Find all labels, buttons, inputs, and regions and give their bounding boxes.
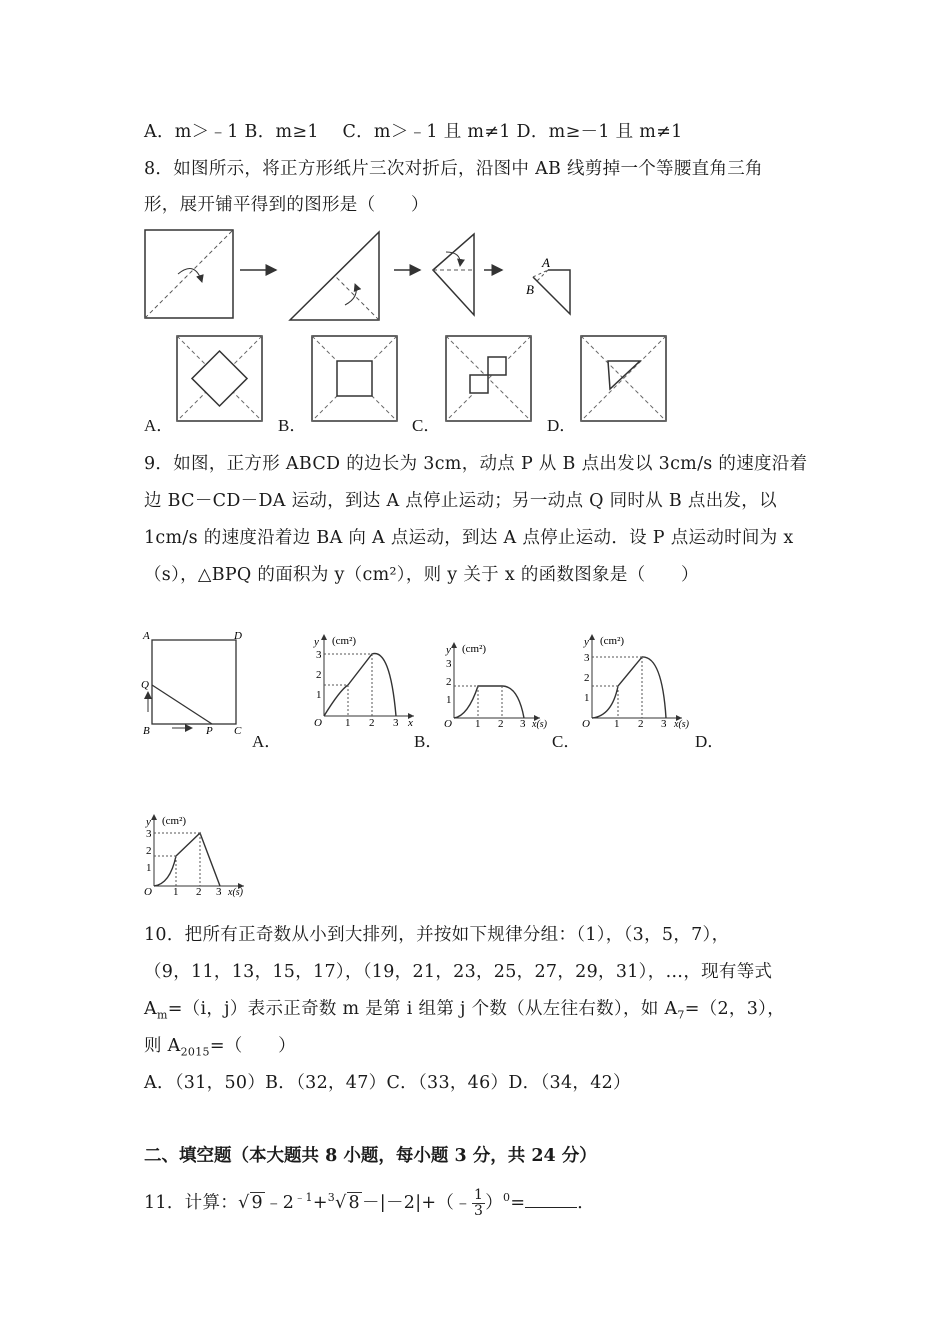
svg-text:Q: Q bbox=[141, 679, 149, 691]
q9-graph-c bbox=[578, 628, 698, 733]
svg-text:3: 3 bbox=[661, 718, 667, 730]
section-heading: 二、填空题（本大题共 8 小题，每小题 3 分，共 24 分） bbox=[144, 1146, 597, 1166]
svg-text:B: B bbox=[143, 725, 150, 737]
svg-text:(cm²): (cm²) bbox=[162, 815, 187, 827]
q9-text-line4: （s），△BPQ 的面积为 y（cm²），则 y 关于 x 的函数图象是（ ） bbox=[144, 565, 699, 585]
svg-text:2: 2 bbox=[196, 886, 202, 898]
label-b: B bbox=[526, 282, 534, 297]
q8-step2-triangle bbox=[290, 232, 379, 320]
q9-text-line3: 1cm/s 的速度沿着边 BA 向 A 点运动，到达 A 点停止运动．设 P 点运动时间为 x bbox=[144, 528, 794, 548]
q10-text-line3: $A_m=(i$，j）表示正奇数 m 是第 i 组第 j 个数（从左往右数），如 $A_7=(2$，3）， bbox=[144, 999, 786, 1022]
label-a: A bbox=[542, 255, 550, 270]
q11-text: 11．计算：√ 9 $﹣2^{﹣1}+^3√$ 8 －|－2|+（﹣ $\frac{1}{3}$ ）$^0$= ． bbox=[144, 1187, 596, 1219]
q9-text-line1: 9．如图，正方形 ABCD 的边长为 3cm，动点 P 从 B 点出发以 3cm/s 的速度沿着 bbox=[144, 454, 808, 474]
svg-text:O: O bbox=[444, 718, 452, 730]
svg-text:y: y bbox=[146, 816, 151, 828]
q9-square-figure bbox=[140, 628, 252, 738]
q8-step1-square bbox=[145, 230, 233, 318]
svg-text:2: 2 bbox=[146, 845, 152, 857]
svg-text:y: y bbox=[314, 636, 319, 648]
svg-text:A: A bbox=[143, 630, 150, 642]
q9-graph-b bbox=[440, 636, 560, 731]
svg-text:1: 1 bbox=[446, 694, 452, 706]
svg-text:x: x bbox=[408, 717, 413, 729]
svg-text:1: 1 bbox=[146, 862, 152, 874]
q9-graph-a bbox=[310, 628, 420, 733]
q9-text-line2: 边 BC－CD－DA 运动，到达 A 点停止运动；另一动点 Q 同时从 B 点出发，以 bbox=[144, 491, 777, 511]
q8-option-c-label: C． bbox=[412, 416, 441, 435]
svg-text:2: 2 bbox=[369, 717, 375, 729]
svg-text:1: 1 bbox=[173, 886, 179, 898]
svg-text:3: 3 bbox=[584, 652, 590, 664]
q9-option-c-label: C． bbox=[552, 732, 581, 751]
svg-text:1: 1 bbox=[614, 718, 620, 730]
q8-option-a-figure bbox=[177, 336, 262, 421]
svg-text:x(s): x(s) bbox=[532, 719, 547, 730]
svg-text:3: 3 bbox=[316, 649, 322, 661]
svg-text:2: 2 bbox=[584, 672, 590, 684]
q8-step4-cut bbox=[526, 255, 570, 314]
q8-option-a-label: A． bbox=[144, 416, 174, 435]
answer-blank[interactable] bbox=[525, 1193, 577, 1208]
svg-text:(cm²): (cm²) bbox=[332, 635, 357, 647]
svg-text:(cm²): (cm²) bbox=[600, 635, 625, 647]
q8-option-b-figure bbox=[312, 336, 397, 421]
q8-text-line1: 8．如图所示，将正方形纸片三次对折后，沿图中 AB 线剪掉一个等腰直角三角 bbox=[144, 159, 763, 179]
svg-text:(cm²): (cm²) bbox=[462, 643, 487, 655]
svg-text:y: y bbox=[584, 636, 589, 648]
svg-text:D: D bbox=[234, 630, 242, 642]
q8-step3-triangle bbox=[433, 234, 474, 315]
q8-option-c-figure bbox=[446, 336, 531, 421]
svg-text:y: y bbox=[446, 644, 451, 656]
q8-text-line2: 形，展开铺平得到的图形是（ ） bbox=[144, 195, 429, 215]
q8-option-d-figure bbox=[581, 336, 666, 421]
q10-text-line1: 10．把所有正奇数从小到大排列，并按如下规律分组：（1），（3，5，7）， bbox=[144, 925, 730, 945]
svg-text:3: 3 bbox=[393, 717, 399, 729]
q10-text-line4: 则 $A_{2015}=$（ ） bbox=[144, 1036, 296, 1059]
q9-option-d-label: D． bbox=[695, 732, 725, 751]
svg-text:2: 2 bbox=[638, 718, 644, 730]
svg-text:x(s): x(s) bbox=[674, 719, 689, 730]
svg-text:O: O bbox=[582, 718, 590, 730]
svg-text:2: 2 bbox=[446, 676, 452, 688]
q9-graph-d bbox=[140, 808, 260, 900]
svg-text:O: O bbox=[144, 886, 152, 898]
q7-options: A．m＞﹣1 B．m≥1 C．m＞﹣1 且 m≠1 D．m≥－1 且 m≠1 bbox=[144, 122, 683, 142]
q8-option-d-label: D． bbox=[547, 416, 577, 435]
svg-text:O: O bbox=[314, 717, 322, 729]
q8-option-b-label: B． bbox=[278, 416, 307, 435]
q9-option-b-label: B． bbox=[414, 732, 443, 751]
svg-text:3: 3 bbox=[446, 658, 452, 670]
q8-folding-figure bbox=[140, 222, 590, 327]
svg-text:x(s): x(s) bbox=[228, 887, 243, 898]
svg-text:2: 2 bbox=[498, 718, 504, 730]
svg-text:1: 1 bbox=[475, 718, 481, 730]
svg-text:3: 3 bbox=[216, 886, 222, 898]
svg-text:3: 3 bbox=[146, 828, 152, 840]
svg-text:P: P bbox=[206, 725, 213, 737]
svg-text:3: 3 bbox=[520, 718, 526, 730]
svg-text:C: C bbox=[234, 725, 242, 737]
svg-text:2: 2 bbox=[316, 669, 322, 681]
q10-options: A．（31，50）B．（32，47）C．（33，46）D．（34，42） bbox=[144, 1073, 631, 1093]
svg-text:1: 1 bbox=[345, 717, 351, 729]
svg-text:1: 1 bbox=[584, 692, 590, 704]
svg-text:1: 1 bbox=[316, 689, 322, 701]
q10-text-line2: （9，11，13，15，17），（19，21，23，25，27，29，31），…，现有等式 bbox=[144, 962, 773, 982]
q9-option-a-label: A． bbox=[252, 732, 282, 751]
